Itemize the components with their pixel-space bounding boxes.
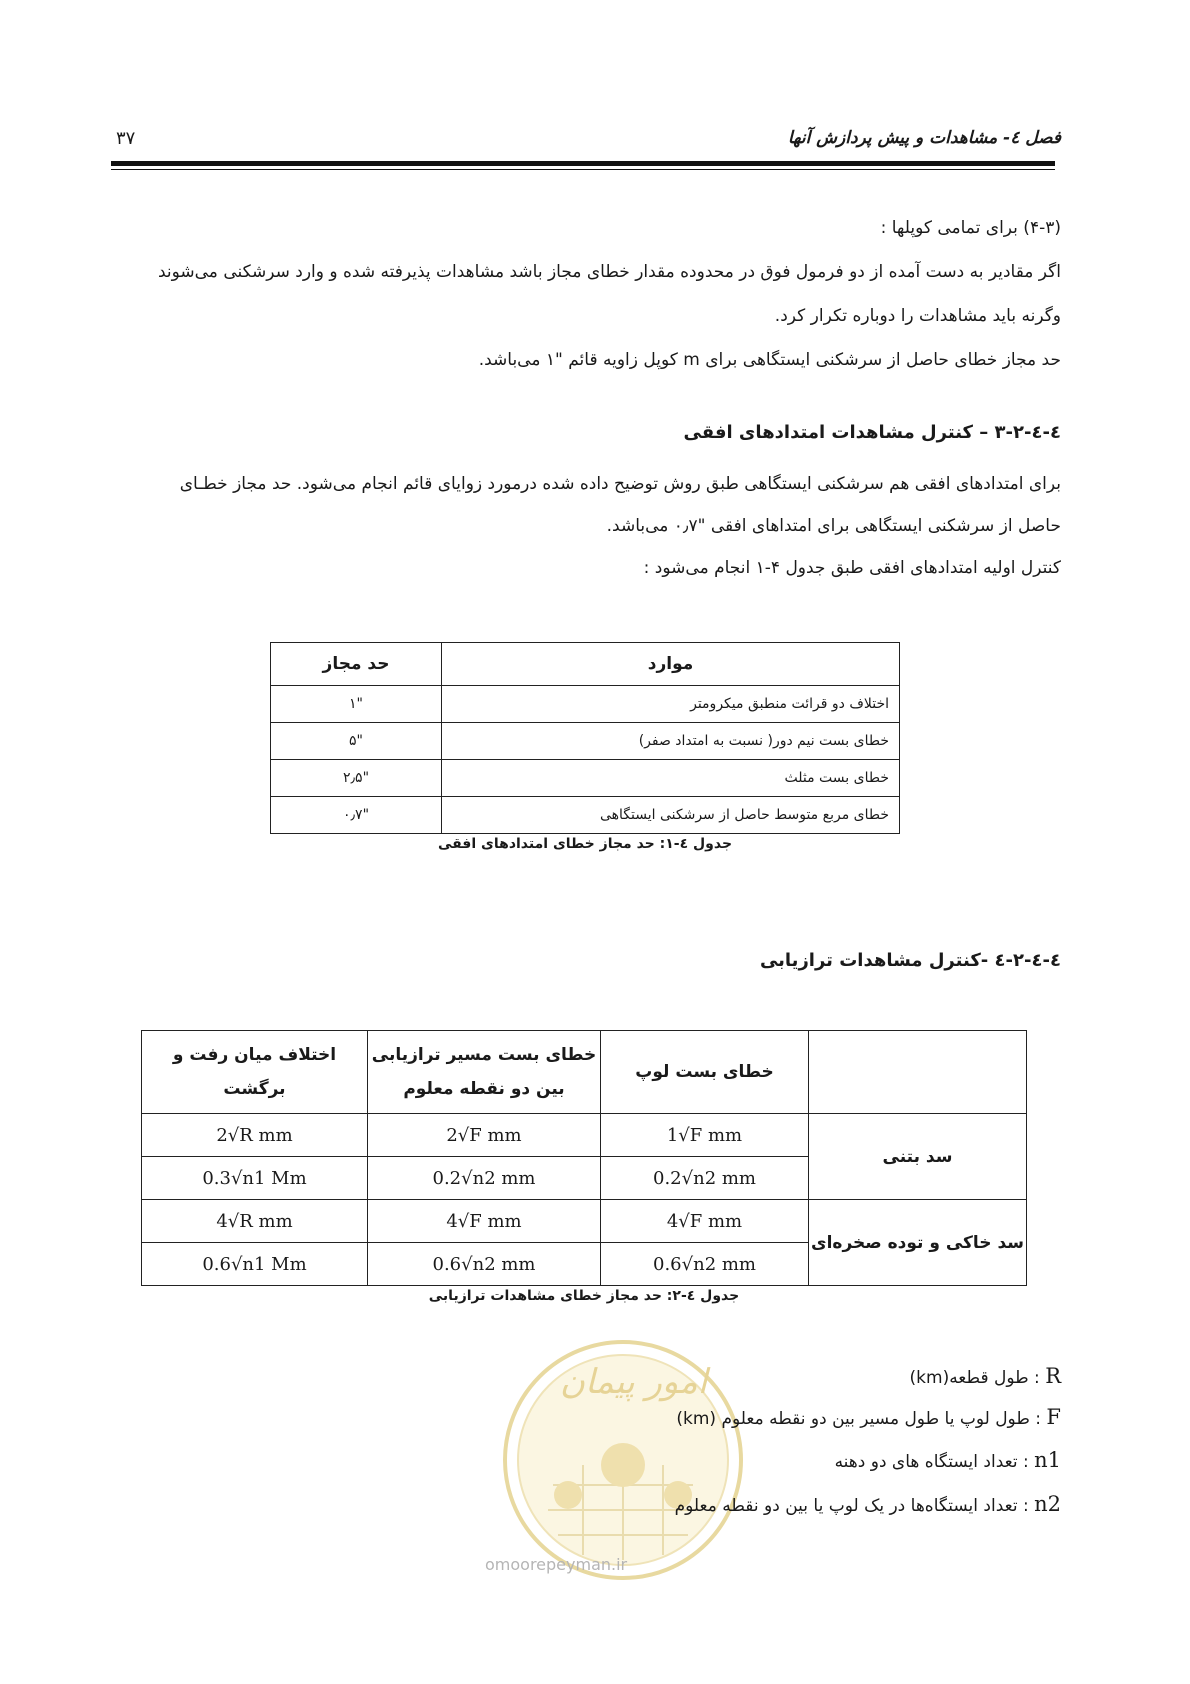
table-cell-limit: "۵ xyxy=(271,723,442,760)
legend-item-r xyxy=(910,1364,1061,1388)
header-rule-thin xyxy=(111,169,1055,170)
table-cell-limit: "۱ xyxy=(271,686,442,723)
table-header-forward-backward: اختلاف میان رفت و برگشت xyxy=(142,1031,368,1114)
table-cell-limit: "۲٫۵ xyxy=(271,760,442,797)
section-heading-horizontal: ٤-٤-٢-٣ – کنترل مشاهدات امتدادهای افقی xyxy=(683,422,1061,443)
table-cell: 1√F mm xyxy=(601,1114,809,1157)
table-header-limit: حد مجاز xyxy=(271,643,442,686)
table-row xyxy=(142,1200,1027,1243)
section1-paragraph-1: برای امتدادهای افقی هم سرشکنی ایستگاهی طبق روش توضیح داده شده درمورد زوایای قائم انجام می‌شود. حد مجاز خطـای xyxy=(179,474,1061,494)
table-cell-item: خطای مربع متوسط حاصل از سرشکنی ایستگاهی xyxy=(442,797,900,834)
table-cell-item: خطای بست مثلث xyxy=(442,760,900,797)
table-cell: 4√F mm xyxy=(601,1200,809,1243)
table-cell: 0.3√n1 Mm xyxy=(142,1157,368,1200)
legend-item-n2 xyxy=(675,1492,1061,1516)
intro-line-1: (۴-۳) برای تمامی کوپلها : xyxy=(880,218,1061,238)
table-cell: 0.6√n1 Mm xyxy=(142,1243,368,1286)
legend-symbol: F xyxy=(1046,1405,1061,1429)
table-header-items: موارد xyxy=(442,643,900,686)
legend-text: : تعداد ایستگاه‌ها در یک لوپ یا بین دو نقطه معلوم xyxy=(674,1496,1029,1516)
table-cell: 0.2√n2 mm xyxy=(368,1157,601,1200)
table-row xyxy=(271,723,900,760)
chapter-title: فصل ٤- مشاهدات و پیش پردازش آنها xyxy=(787,128,1061,148)
intro-line-3: وگرنه باید مشاهدات را دوباره تکرار کرد. xyxy=(774,306,1061,326)
legend-text: : تعداد ایستگاه های دو دهنه xyxy=(834,1452,1029,1472)
table-header-loop-closure: خطای بست لوپ xyxy=(601,1031,809,1114)
table-row xyxy=(142,1114,1027,1157)
watermark-logo-text: امور پیمان xyxy=(560,1362,708,1402)
legend-symbol: R xyxy=(1045,1364,1061,1388)
page-number: ۳۷ xyxy=(116,128,136,149)
table-cell-item: خطای بست نیم دور( نسبت به امتداد صفر) xyxy=(442,723,900,760)
levelling-tolerance-table xyxy=(141,1030,1027,1286)
table-cell: 2√F mm xyxy=(368,1114,601,1157)
legend-text: : طول لوپ یا طول مسیر بین دو نقطه معلوم (km) xyxy=(676,1409,1042,1429)
horizontal-tolerance-table xyxy=(270,642,900,834)
table-cell: 0.6√n2 mm xyxy=(368,1243,601,1286)
table-cell-limit: "۰٫۷ xyxy=(271,797,442,834)
table-cell: 4√R mm xyxy=(142,1200,368,1243)
intro-line-4: حد مجاز خطای حاصل از سرشکنی ایستگاهی برای m کوپل زاویه قائم "۱ می‌باشد. xyxy=(478,350,1061,370)
table-header-empty xyxy=(809,1031,1027,1114)
table-row xyxy=(271,760,900,797)
legend-text: : طول قطعه(km) xyxy=(909,1368,1040,1388)
legend-item-f xyxy=(676,1405,1061,1429)
row-group-earth-rockfill-dam: سد خاکی و توده صخره‌ای xyxy=(809,1200,1027,1286)
table-header-route-closure: خطای بست مسیر ترازیابی بین دو نقطه معلوم xyxy=(368,1031,601,1114)
table-cell-item: اختلاف دو قرائت منطبق میکرومتر xyxy=(442,686,900,723)
legend-symbol: n1 xyxy=(1034,1448,1061,1472)
table2-caption: جدول ٤-٢: حد مجاز خطای مشاهدات ترازیابی xyxy=(428,1288,740,1304)
legend-symbol: n2 xyxy=(1034,1492,1061,1516)
table-cell: 2√R mm xyxy=(142,1114,368,1157)
table1-caption: جدول ٤-١: حد مجاز خطای امتدادهای افقی xyxy=(437,836,733,852)
legend-item-n1 xyxy=(835,1448,1061,1472)
table-header-row xyxy=(142,1031,1027,1114)
table-cell: 0.2√n2 mm xyxy=(601,1157,809,1200)
watermark-text: omoorepeyman.ir xyxy=(485,1555,628,1574)
section1-paragraph-2: حاصل از سرشکنی ایستگاهی برای امتداهای افقی "۰٫۷ می‌باشد. xyxy=(606,516,1061,536)
row-group-concrete-dam: سد بتنی xyxy=(809,1114,1027,1200)
intro-line-2: اگر مقادیر به دست آمده از دو فرمول فوق در محدوده مقدار خطای مجاز باشد مشاهدات پذیرفته شده و وارد سرشکنی می‌شوند xyxy=(157,262,1061,282)
table-cell: 4√F mm xyxy=(368,1200,601,1243)
table-row xyxy=(271,686,900,723)
section-heading-levelling: ٤-٤-٢-٤ -کنترل مشاهدات ترازیابی xyxy=(759,950,1061,971)
table-header-row xyxy=(271,643,900,686)
table-row xyxy=(271,797,900,834)
header-rule-thick xyxy=(111,161,1055,166)
table-cell: 0.6√n2 mm xyxy=(601,1243,809,1286)
section1-paragraph-3: کنترل اولیه امتدادهای افقی طبق جدول ۴-۱ انجام می‌شود : xyxy=(643,558,1061,578)
